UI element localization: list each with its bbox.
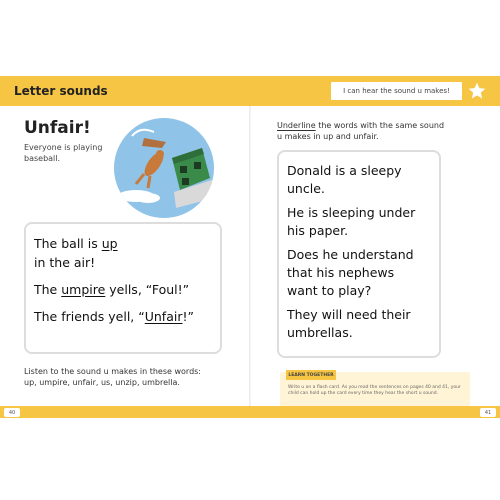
underlined-word: up <box>101 236 118 251</box>
sentence-paragraph: He is sleeping under his paper. <box>287 205 416 238</box>
story-line-1: The ball is up <box>34 236 118 251</box>
story-card <box>24 222 222 354</box>
story-line-3: The umpire yells, “Foul!” <box>34 282 190 297</box>
underlined-word: Unfair <box>144 309 183 324</box>
story-line-2: in the air! <box>34 255 96 270</box>
underlined-word: umpire <box>61 282 106 297</box>
section-title: Letter sounds <box>14 84 108 98</box>
learn-together-label: LEARN TOGETHER <box>286 370 336 380</box>
star-icon <box>462 76 492 106</box>
footer-band <box>0 406 500 418</box>
page-number-left: 40 <box>4 408 20 417</box>
learn-together-text: Write u on a flash card. As you read the sentences on pages 40 and 41, your child can hold up the card every time they hear the short u sound. <box>288 385 461 396</box>
baseball-illustration <box>114 118 214 218</box>
story-title: Unfair! <box>24 118 91 138</box>
learning-goal-box: I can hear the sound u makes! <box>329 80 464 102</box>
page-spine <box>249 106 251 406</box>
sentence-paragraph: Does he understand that his nephews want to play? <box>287 247 414 298</box>
sentence-paragraph: They will need their umbrellas. <box>287 307 411 340</box>
underline-instruction: Underline the words with the same sound u makes in up and unfair. <box>277 121 445 141</box>
story-subtitle: Everyone is playing baseball. <box>24 143 103 163</box>
word-list: up, umpire, unfair, us, unzip, umbrella. <box>24 378 180 387</box>
sentence-paragraph: Donald is a sleepy uncle. <box>287 163 402 196</box>
listen-instruction: Listen to the sound u makes in these words: up, umpire, unfair, us, unzip, umbrella. <box>24 366 234 388</box>
page-number-right: 41 <box>480 408 496 417</box>
sentences-card <box>277 150 441 358</box>
story-line-4: The friends yell, “Unfair!” <box>34 309 194 324</box>
